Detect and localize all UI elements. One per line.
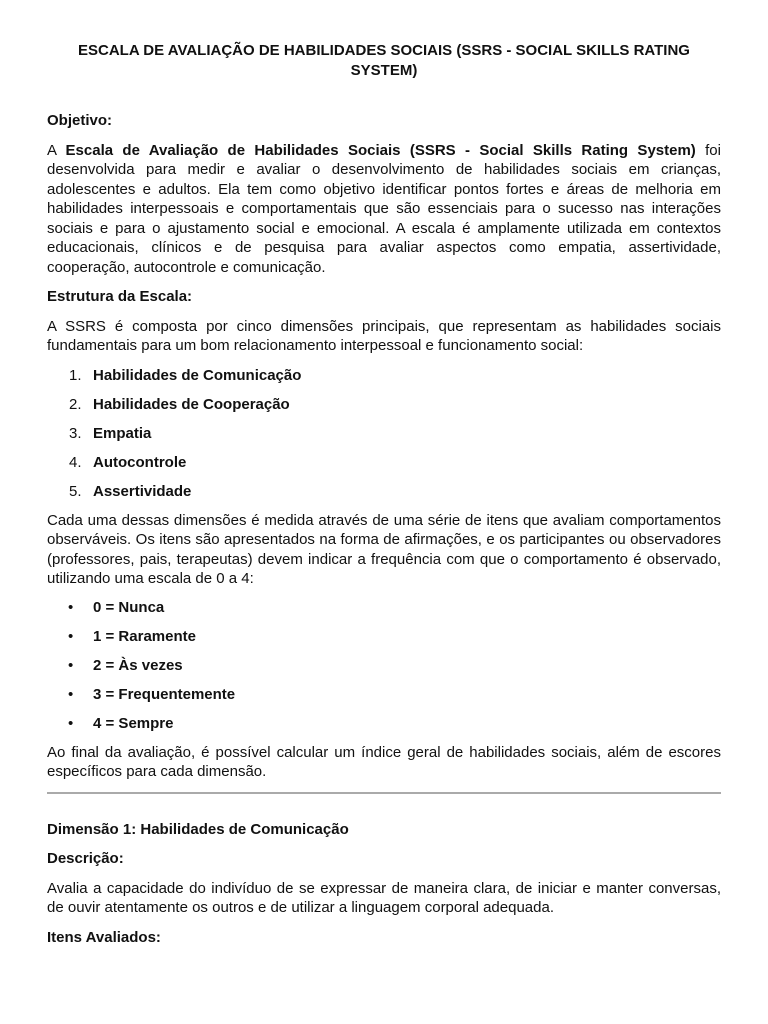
items-label: Itens Avaliados: xyxy=(47,928,161,946)
list-number: 4. xyxy=(69,453,82,471)
dimensions-list xyxy=(47,366,721,502)
bullet-icon: • xyxy=(68,627,74,645)
bullet-icon: • xyxy=(68,685,74,703)
list-item xyxy=(47,714,721,734)
list-number: 3. xyxy=(69,424,82,442)
bullet-icon: • xyxy=(68,656,74,674)
bullet-icon: • xyxy=(68,598,74,616)
list-item-label: Habilidades de Cooperação xyxy=(93,395,290,413)
objective-text: foi desenvolvida para medir e avaliar o desenvolvimento de habilidades sociais em crianças, adolescentes e adultos. Ela tem como objetivo identificar pontos fortes e áreas de melhoria em habilidades interpessoais e comportamentais que são essenciais para o sucesso nas interações sociais e para o ajustamento social e emocional. A escala é amplamente utilizada em contextos educacionais, clínicos e de pesquisa para avaliar aspectos como empatia, assertividade, cooperação, autocontrole e comunicação. xyxy=(47,141,721,276)
list-item xyxy=(47,366,721,386)
list-item-label: Habilidades de Comunicação xyxy=(93,366,302,384)
list-item xyxy=(47,685,721,705)
description-label: Descrição: xyxy=(47,850,124,867)
list-item xyxy=(47,453,721,473)
dimension-heading: Dimensão 1: Habilidades de Comunicação xyxy=(47,820,349,838)
list-item-label: 2 = Às vezes xyxy=(93,656,183,674)
list-item xyxy=(47,424,721,444)
objective-prefix: A xyxy=(47,141,66,159)
list-item-label: 1 = Raramente xyxy=(93,627,196,645)
structure-label: Estrutura da Escala: xyxy=(47,288,193,305)
scale-list xyxy=(47,598,721,734)
structure-intro: A SSRS é composta por cinco dimensões principais, que representam as habilidades sociais fundamentais para um bom relacionamento interpessoal e funcionamento social: xyxy=(47,317,721,354)
section-divider xyxy=(47,792,721,794)
objective-paragraph xyxy=(47,141,721,278)
description-paragraph: Avalia a capacidade do indivíduo de se expressar de maneira clara, de iniciar e manter conversas, de ouvir atentamente os outros e de utilizar a linguagem corporal adequada. xyxy=(47,879,721,916)
list-item-label: Assertividade xyxy=(93,482,192,500)
list-number: 2. xyxy=(69,395,82,413)
scale-name: Escala de Avaliação de Habilidades Sociais (SSRS - Social Skills Rating System) xyxy=(65,141,696,159)
list-item-label: 3 = Frequentemente xyxy=(93,685,236,703)
document-title: ESCALA DE AVALIAÇÃO DE HABILIDADES SOCIAIS (SSRS - SOCIAL SKILLS RATING SYSTEM) xyxy=(78,42,690,79)
list-item-label: Autocontrole xyxy=(93,453,187,471)
list-item xyxy=(47,395,721,415)
document-content xyxy=(47,41,721,947)
list-item-label: Empatia xyxy=(93,424,152,442)
list-item xyxy=(47,656,721,676)
measure-paragraph: Cada uma dessas dimensões é medida através de uma série de itens que avaliam comportamentos observáveis. Os itens são apresentados na forma de afirmações, e os participantes ou observadores (professores, pais, terapeutas) devem indicar a frequência com que o comportamento é observado, utilizando uma escala de 0 a 4: xyxy=(47,511,721,587)
list-number: 5. xyxy=(69,482,82,500)
list-number: 1. xyxy=(69,366,82,384)
objective-label: Objetivo: xyxy=(47,112,113,129)
list-item xyxy=(47,482,721,502)
bullet-icon: • xyxy=(68,714,74,732)
final-paragraph: Ao final da avaliação, é possível calcular um índice geral de habilidades sociais, além de escores específicos para cada dimensão. xyxy=(47,743,721,780)
list-item xyxy=(47,598,721,618)
list-item-label: 4 = Sempre xyxy=(93,714,174,732)
list-item-label: 0 = Nunca xyxy=(93,598,165,616)
list-item xyxy=(47,627,721,647)
